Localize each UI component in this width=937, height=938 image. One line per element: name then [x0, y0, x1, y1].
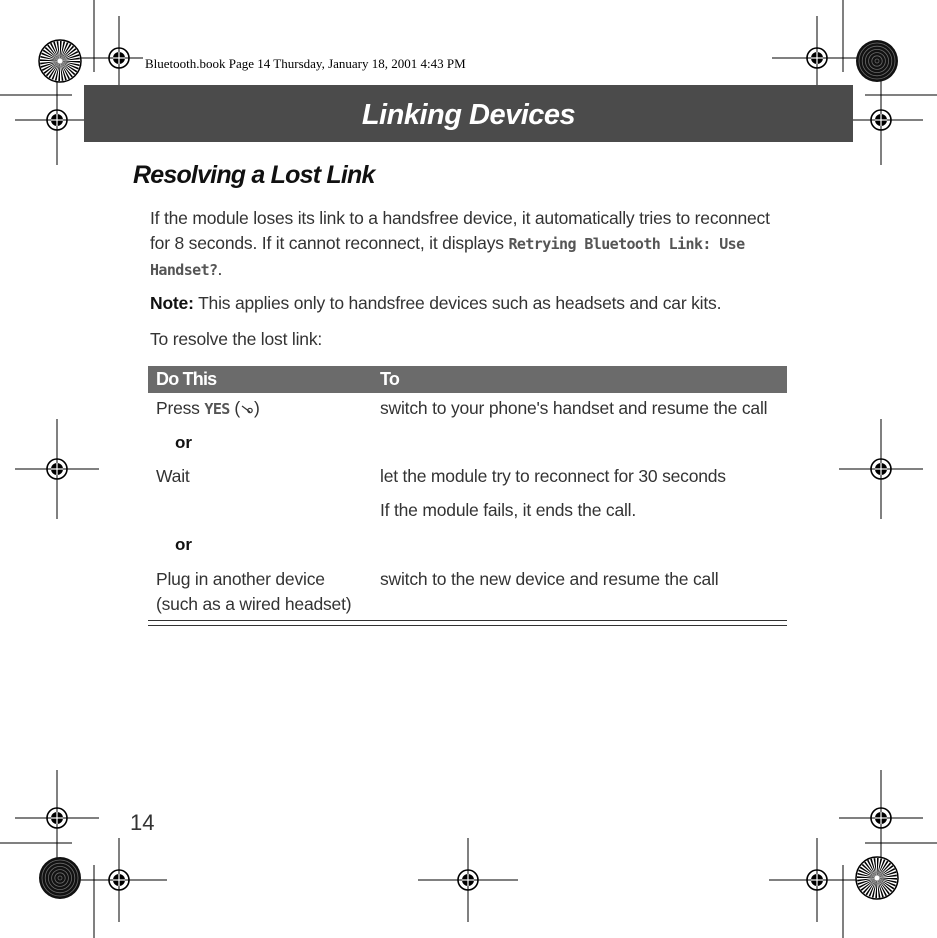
- table-rule-bottom: [148, 625, 787, 626]
- registration-mark-icon: [418, 838, 518, 922]
- intro-text: If the module loses its link to a handsfree device, it automatically tries to reconnect for 8 seconds. If it cannot reconnect, it displays: [150, 208, 770, 253]
- page-number: 14: [130, 810, 155, 835]
- starburst-mark-icon: [39, 857, 81, 899]
- starburst-mark-icon: [856, 857, 898, 899]
- registration-mark-icon: [839, 419, 923, 519]
- registration-mark-icon: [15, 770, 99, 866]
- registration-mark-icon: [71, 838, 167, 922]
- or-separator-2: or: [175, 535, 192, 554]
- table-rule-top: [148, 620, 787, 621]
- or-separator-1: or: [175, 433, 192, 452]
- note-paragraph: [150, 291, 790, 316]
- intro-end: .: [217, 259, 223, 279]
- note-label: Note:: [150, 293, 194, 313]
- row-1-action: [156, 396, 371, 422]
- row-3-action: Plug in another device (such as a wired headset): [156, 569, 352, 614]
- row-1-result: switch to your phone's handset and resume the call: [380, 398, 768, 418]
- row-1-press: Press: [156, 398, 205, 418]
- header-to: To: [380, 369, 400, 389]
- smart-key-icon: [241, 403, 253, 415]
- registration-mark-icon: [769, 838, 865, 922]
- registration-mark-icon: [15, 419, 99, 519]
- print-info: Bluetooth.book Page 14 Thursday, January 18, 2001 4:43 PM: [145, 56, 466, 71]
- yes-key-label: YES: [204, 400, 230, 418]
- intro-paragraph: [150, 206, 790, 283]
- header-do-this: Do This: [156, 369, 217, 389]
- paren-open: (: [229, 398, 240, 418]
- paren-close: ): [254, 398, 260, 418]
- row-2-action: Wait: [156, 466, 190, 486]
- section-heading: Resolving a Lost Link: [133, 161, 375, 189]
- starburst-mark-icon: [856, 40, 898, 82]
- starburst-mark-icon: [39, 40, 81, 82]
- chapter-banner: [84, 85, 853, 142]
- row-3-result: switch to the new device and resume the call: [380, 569, 719, 589]
- note-text: This applies only to handsfree devices such as headsets and car kits.: [193, 293, 722, 313]
- row-2-result-extra: If the module fails, it ends the call.: [380, 500, 637, 520]
- resolve-intro: To resolve the lost link:: [150, 329, 323, 349]
- display-message: Retrying Bluetooth Link: Use Handset?: [150, 235, 745, 279]
- row-2-result: let the module try to reconnect for 30 seconds: [380, 466, 726, 486]
- table-header: [148, 366, 787, 393]
- registration-mark-icon: [839, 770, 923, 866]
- chapter-title: Linking Devices: [361, 99, 576, 131]
